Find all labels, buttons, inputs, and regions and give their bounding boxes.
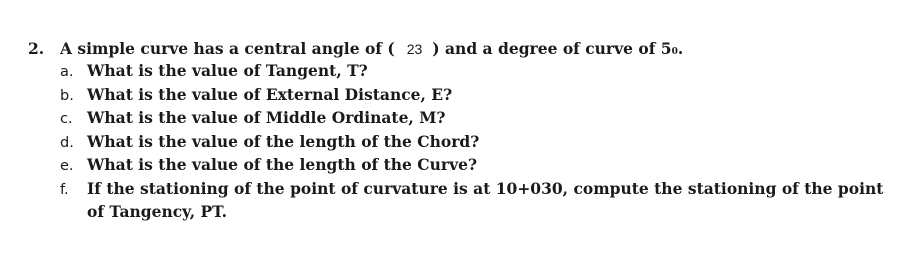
stem-text-start: A simple curve has a central angle of ( [60, 39, 395, 58]
question-item-c [60, 107, 888, 131]
item-letter: b. [60, 87, 74, 104]
question-item-d [60, 131, 888, 155]
item-letter: a. [60, 64, 74, 80]
item-text: What is the value of Middle Ordinate, M? [87, 108, 446, 128]
question-item-b [60, 84, 888, 108]
item-letter: e. [60, 158, 74, 175]
question-item-a [60, 60, 888, 84]
problem-stem: 2. A simple curve has a central angle of ( 23 ) and a degree of curve of 5 0 . [28, 39, 684, 58]
item-letter: f. [60, 181, 69, 198]
item-text: If the stationing of the point of curvature is at 10+030, compute the stationing of the point of Tangency, PT. [87, 178, 884, 221]
question-item-e [60, 154, 888, 178]
stem-text-end: . [677, 39, 684, 58]
problem-block [28, 38, 888, 223]
item-text: What is the value of the length of the Curve? [87, 155, 478, 175]
question-list [28, 60, 888, 223]
question-item-f [60, 178, 888, 223]
central-angle-value: 23 [406, 41, 423, 57]
item-text: What is the value of External Distance, E? [87, 84, 453, 104]
item-letter: d. [60, 134, 74, 151]
item-text: What is the value of the length of the Chord? [87, 131, 480, 151]
problem-number: 2. [28, 39, 45, 58]
stem-text-middle: ) and a degree of curve of 5 [432, 39, 672, 58]
item-letter: c. [60, 111, 73, 128]
item-text: What is the value of Tangent, T? [87, 61, 368, 80]
